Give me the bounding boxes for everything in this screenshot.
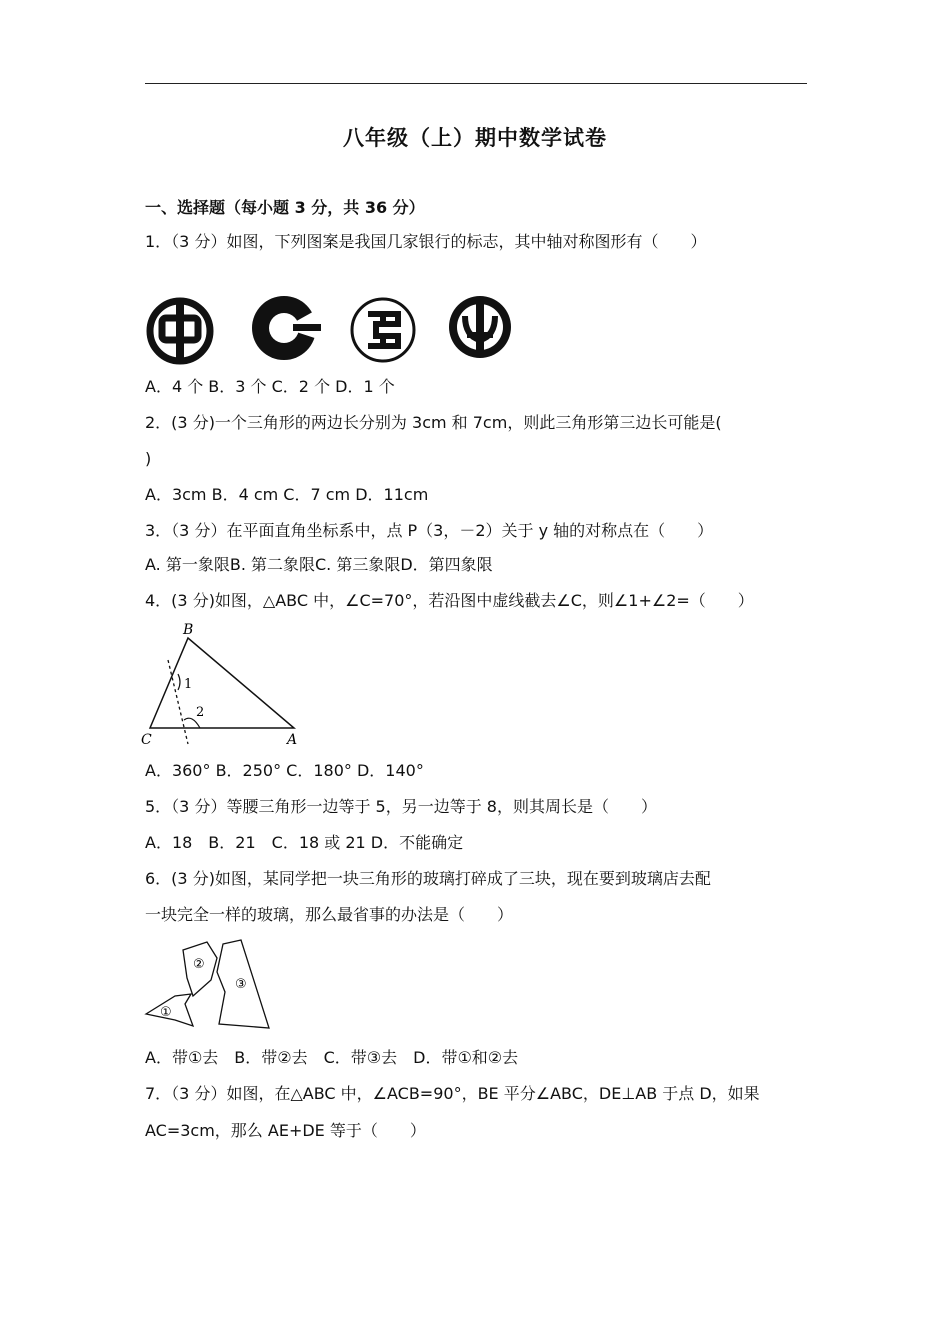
triangle-figure bbox=[138, 620, 308, 754]
q6-stem-continued: 一块完全一样的玻璃，那么最省事的办法是（ ） bbox=[145, 905, 514, 924]
label-a: A bbox=[287, 732, 298, 748]
q4-options: A．360° B．250° C．180° D．140° bbox=[145, 761, 424, 780]
label-piece-1: ① bbox=[160, 1005, 172, 1020]
q6-options: A．带①去 B．带②去 C．带③去 D．带①和②去 bbox=[145, 1048, 519, 1067]
q7-stem-continued: AC=3cm，那么 AE+DE 等于（ ） bbox=[145, 1121, 426, 1140]
q2-stem: 2．(3 分)一个三角形的两边长分别为 3cm 和 7cm，则此三角形第三边长可能是( bbox=[145, 413, 722, 432]
q7-stem: 7．（3 分）如图，在△ABC 中，∠ACB=90°，BE 平分∠ABC，DE⊥AB 于点 D，如果 bbox=[145, 1084, 760, 1103]
page-title: 八年级（上）期中数学试卷 bbox=[343, 126, 607, 150]
label-piece-3: ③ bbox=[235, 977, 247, 992]
q5-stem: 5．（3 分）等腰三角形一边等于 5，另一边等于 8，则其周长是（ ） bbox=[145, 797, 657, 816]
icbc-logo-icon bbox=[352, 299, 414, 361]
label-angle-1: 1 bbox=[184, 677, 193, 692]
label-c: C bbox=[141, 732, 152, 748]
angle-1-arc bbox=[178, 674, 180, 690]
bank-logos-figure bbox=[145, 294, 520, 373]
label-piece-2: ② bbox=[193, 957, 205, 972]
bank-of-china-logo-icon bbox=[150, 301, 210, 361]
label-angle-2: 2 bbox=[196, 705, 205, 720]
cut-dashed-line bbox=[168, 660, 188, 744]
q6-stem: 6．(3 分)如图，某同学把一块三角形的玻璃打碎成了三块，现在要到玻璃店去配 bbox=[145, 869, 711, 888]
q5-options: A．18 B．21 C．18 或 21 D．不能确定 bbox=[145, 833, 464, 852]
section-heading: 一、选择题（每小题 3 分，共 36 分） bbox=[145, 198, 425, 217]
header-rule bbox=[145, 83, 807, 84]
agricultural-bank-logo-icon bbox=[449, 296, 511, 358]
triangle-abc bbox=[150, 638, 294, 728]
q2-stem-continued: ) bbox=[145, 449, 152, 468]
q2-options: A．3cm B．4 cm C．7 cm D．11cm bbox=[145, 485, 429, 504]
q3-stem: 3．（3 分）在平面直角坐标系中，点 P（3，－2）关于 y 轴的对称点在（ ） bbox=[145, 521, 714, 540]
q1-options: A．4 个 B．3 个 C．2 个 D．1 个 bbox=[145, 377, 395, 396]
q1-stem: 1．（3 分）如图，下列图案是我国几家银行的标志，其中轴对称图形有（ ） bbox=[145, 232, 707, 251]
q3-options: A. 第一象限B. 第二象限C. 第三象限D．第四象限 bbox=[145, 555, 493, 574]
label-b: B bbox=[183, 622, 194, 638]
construction-bank-logo-icon bbox=[252, 296, 327, 360]
q4-stem: 4．(3 分)如图，△ABC 中，∠C=70°，若沿图中虚线截去∠C，则∠1+∠2=（ ） bbox=[145, 591, 754, 610]
broken-glass-figure bbox=[143, 936, 278, 1035]
